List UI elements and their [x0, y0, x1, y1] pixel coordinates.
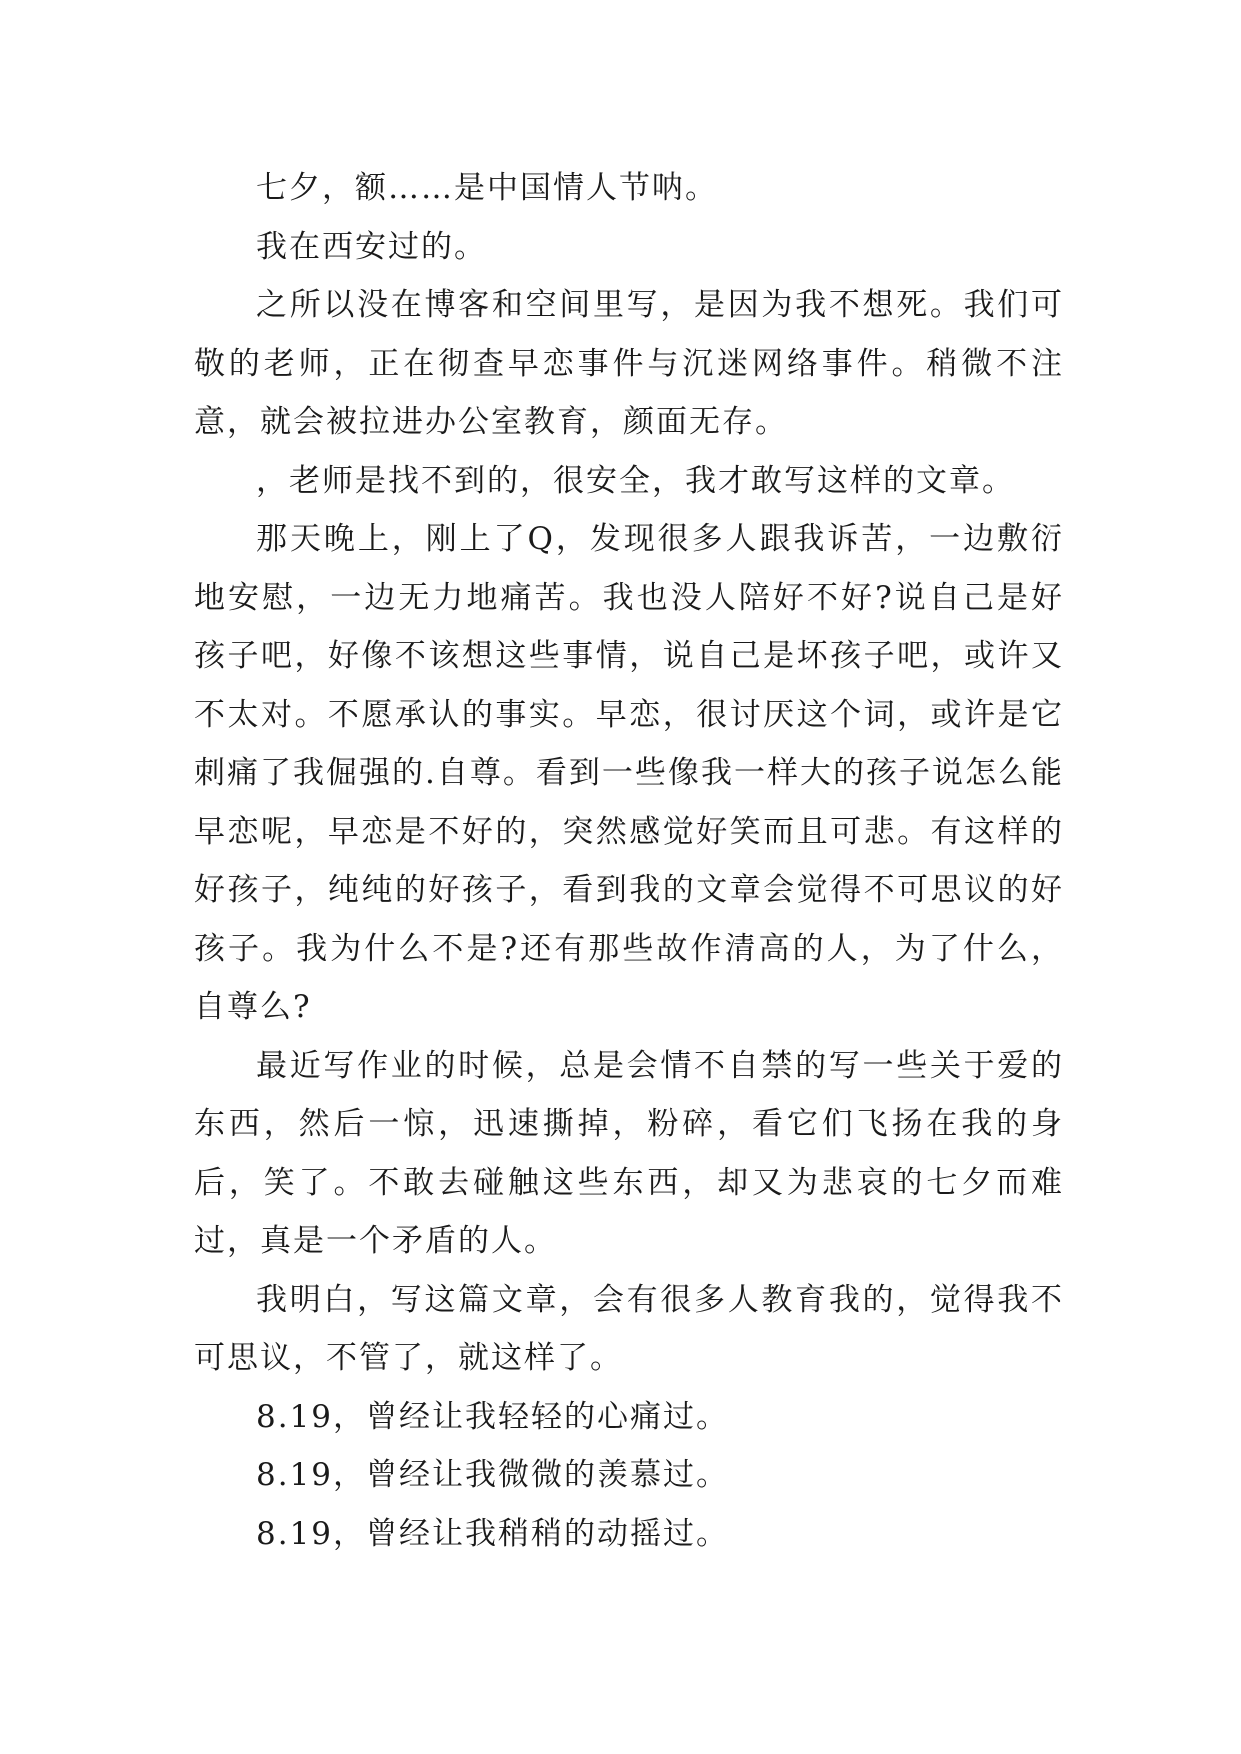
paragraph-10: 8.19，曾经让我稍稍的动摇过。 [256, 1515, 730, 1552]
paragraph-9: 8.19，曾经让我微微的羡慕过。 [256, 1457, 730, 1493]
paragraph-4: ，老师是找不到的，很安全，我才敢写这样的文章。 [256, 462, 1015, 499]
paragraph-2: 我在西安过的。 [256, 228, 487, 265]
paragraph-8: 8.19，曾经让我轻轻的心痛过。 [256, 1398, 730, 1435]
paragraph-7: 我明白，写这篇文章，会有很多人教育我的，觉得我不可思议，不管了，就这样了。 [194, 1281, 1064, 1376]
paragraph-5: 那天晚上，刚上了Q，发现很多人跟我诉苦，一边敷衍地安慰，一边无力地痛苦。我也没人陪好不好?说自己是好孩子吧，好像不该想这些事情，说自己是坏孩子吧，或许又不太对。不愿承认的事实。早恋，很讨厌这个词，或许是它刺痛了我倔强的.自尊。看到一些像我一样大的孩子说怎么能早恋呢，早恋是不好的，突然感觉好笑而且可悲。有这样的好孩子，纯纯的好孩子，看到我的文章会觉得不可思议的好孩子。我为什么不是?还有那些故作清高的人，为了什么，自尊么? [194, 521, 1064, 1025]
document-body [194, 159, 1064, 1563]
paragraph-1: 七夕，额……是中国情人节呐。 [256, 170, 718, 206]
paragraph-3: 之所以没在博客和空间里写，是因为我不想死。我们可敬的老师，正在彻查早恋事件与沉迷网络事件。稍微不注意，就会被拉进办公室教育，颜面无存。 [194, 287, 1064, 440]
paragraph-6: 最近写作业的时候，总是会情不自禁的写一些关于爱的东西，然后一惊，迅速撕掉，粉碎，看它们飞扬在我的身后，笑了。不敢去碰触这些东西，却又为悲哀的七夕而难过，真是一个矛盾的人。 [194, 1047, 1064, 1259]
